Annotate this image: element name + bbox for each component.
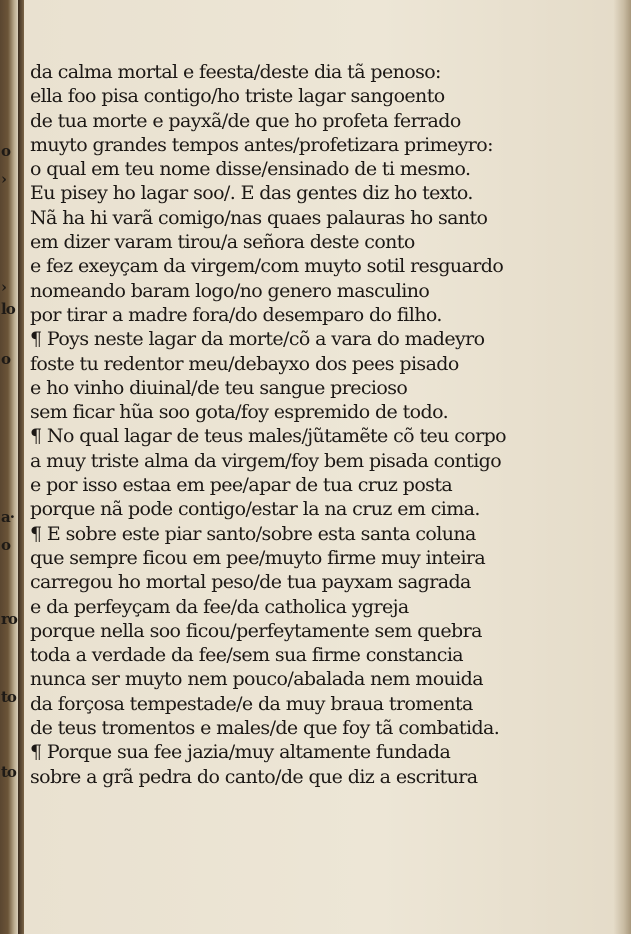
page-text	[30, 60, 605, 789]
text-line: nomeando baram logo/no genero masculino	[30, 279, 430, 302]
text-line: por tirar a madre fora/do desemparo do filho.	[30, 303, 442, 326]
margin-fragment: o	[1, 536, 11, 554]
margin-fragment: a·	[1, 508, 14, 526]
text-line: nunca ser muyto nem pouco/abalada nem mouida	[30, 668, 483, 691]
margin-fragment: ro	[1, 610, 17, 628]
text-line: porque nã pode contigo/estar la na cruz em cima.	[30, 498, 480, 521]
text-line: ella foo pisa contigo/ho triste lagar sangoento	[30, 85, 445, 108]
text-line: Eu pisey ho lagar soo/. E das gentes diz ho texto.	[30, 182, 473, 205]
facing-page-fragments	[0, 0, 16, 934]
text-line: e da perfeyçam da fee/da catholica ygreja	[30, 595, 409, 618]
text-line: em dizer varam tirou/a señora deste conto	[30, 231, 415, 254]
text-line: ¶ Porque sua fee jazia/muy altamente fundada	[30, 741, 451, 764]
text-line: da forçosa tempestade/e da muy braua tromenta	[30, 692, 473, 715]
text-line: e por isso estaa em pee/apar de tua cruz posta	[30, 474, 453, 497]
text-line: carregou ho mortal peso/de tua payxam sagrada	[30, 571, 471, 594]
text-line: e fez exeyçam da virgem/com muyto sotil resguardo	[30, 255, 504, 278]
margin-fragment: ›	[1, 278, 6, 296]
text-line: e ho vinho diuinal/de teu sangue precioso	[30, 376, 408, 399]
text-line: de teus tromentos e males/de que foy tã combatida.	[30, 717, 500, 740]
margin-fragment: lo	[1, 300, 15, 318]
margin-fragment: ›	[1, 170, 6, 188]
text-line: sem ficar hũa soo gota/foy espremido de todo.	[30, 401, 449, 424]
page-edge	[613, 0, 631, 934]
text-line: que sempre ficou em pee/muyto firme muy inteira	[30, 546, 486, 569]
text-line: a muy triste alma da virgem/foy bem pisada contigo	[30, 449, 502, 472]
book-gutter	[18, 0, 24, 934]
margin-fragment: to	[1, 688, 16, 706]
text-line: porque nella soo ficou/perfeytamente sem quebra	[30, 619, 482, 642]
text-line: da calma mortal e feesta/deste dia tã penoso:	[30, 61, 441, 83]
text-line: toda a verdade da fee/sem sua firme constancia	[30, 644, 464, 667]
text-line: ¶ No qual lagar de teus males/jũtamẽte cõ teu corpo	[30, 425, 506, 448]
text-line: de tua morte e payxã/de que ho profeta ferrado	[30, 109, 461, 132]
text-line: muyto grandes tempos antes/profetizara primeyro:	[30, 133, 493, 156]
text-line: ¶ Poys neste lagar da morte/cõ a vara do madeyro	[30, 328, 485, 351]
text-line: foste tu redentor meu/debayxo dos pees pisado	[30, 352, 459, 375]
text-line: Nã ha hi varã comigo/nas quaes palauras ho santo	[30, 206, 488, 229]
text-line: o qual em teu nome disse/ensinado de ti mesmo.	[30, 158, 471, 181]
text-line: ¶ E sobre este piar santo/sobre esta santa coluna	[30, 522, 476, 545]
margin-fragment: to	[1, 763, 16, 781]
margin-fragment: o	[1, 142, 11, 160]
margin-fragment: o	[1, 350, 11, 368]
text-line: sobre a grã pedra do canto/de que diz a escritura	[30, 765, 478, 788]
